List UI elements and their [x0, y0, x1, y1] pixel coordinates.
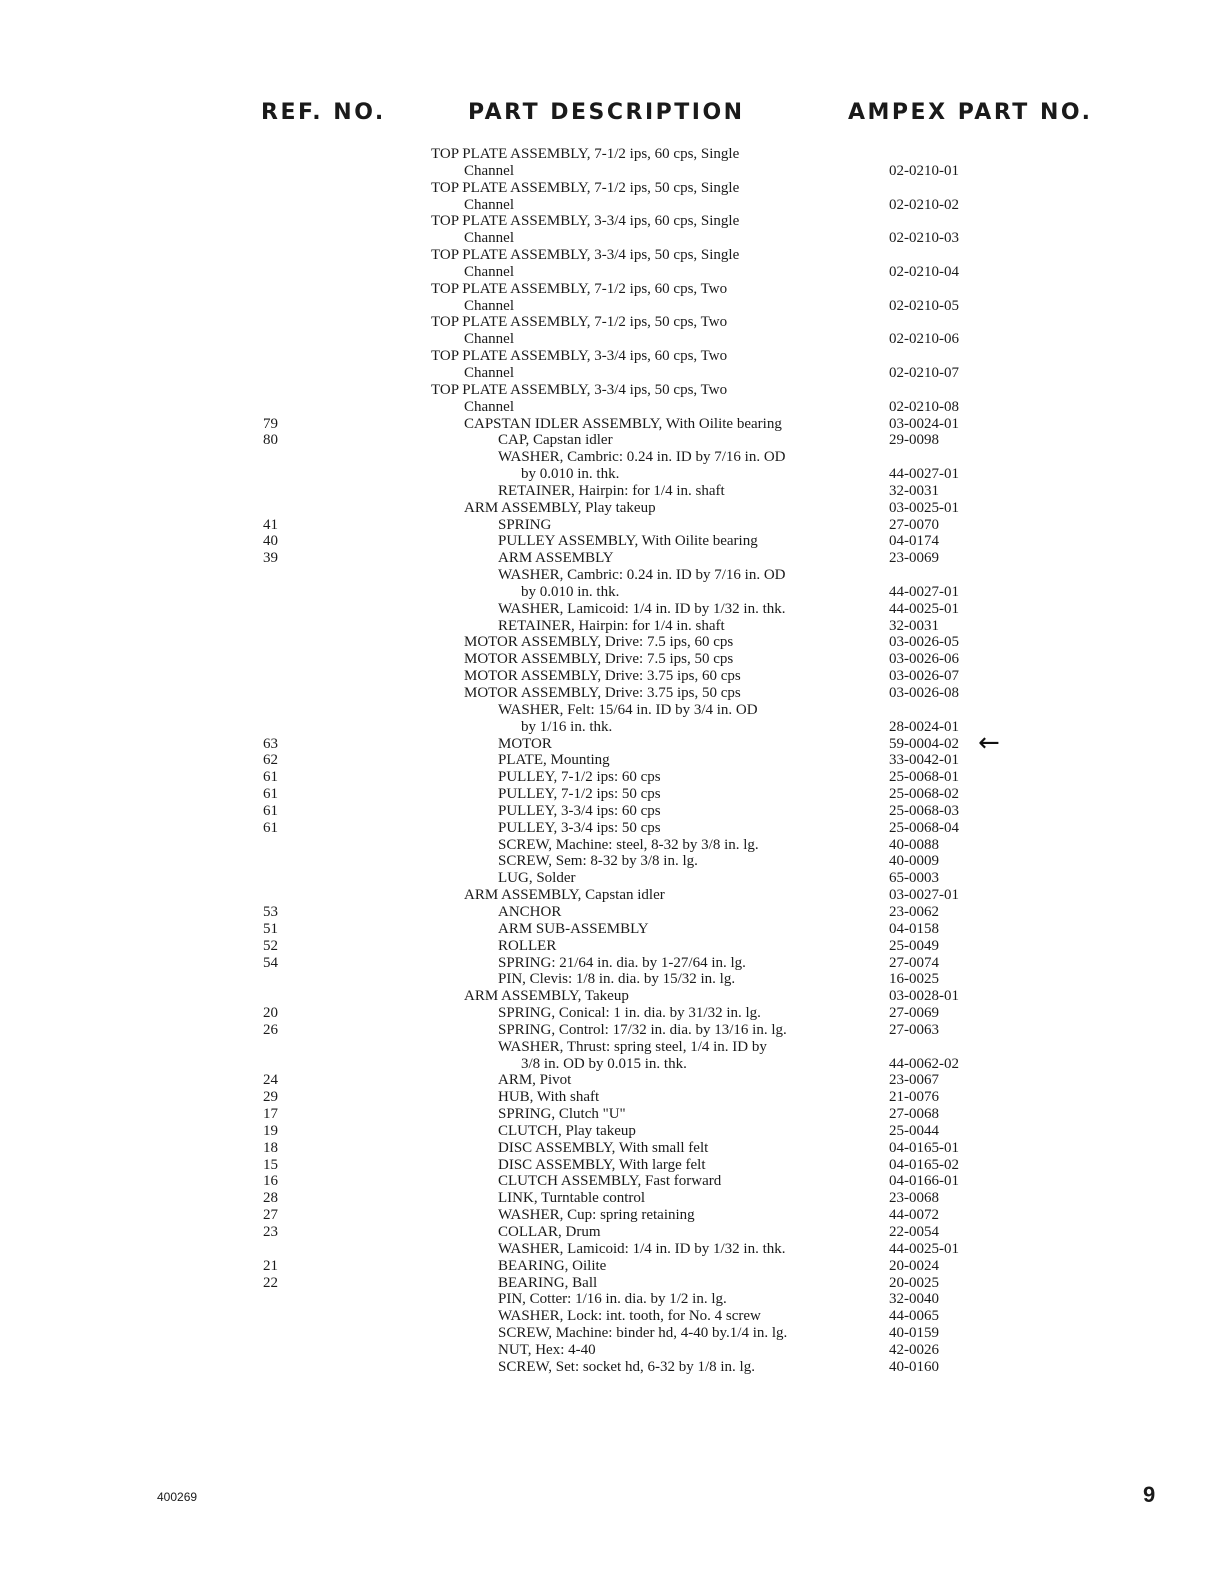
ref-number: 62 — [263, 752, 278, 769]
table-row — [0, 1207, 1224, 1224]
part-description: LUG, Solder — [498, 870, 576, 887]
part-number: 02-0210-02 — [889, 196, 959, 213]
part-description: DISC ASSEMBLY, With small felt — [498, 1139, 709, 1156]
part-number: 25-0044 — [889, 1122, 939, 1139]
table-row — [0, 517, 1224, 534]
part-description: RETAINER, Hairpin: for 1/4 in. shaft — [498, 482, 725, 499]
ref-number: 29 — [263, 1089, 278, 1106]
part-number: 65-0003 — [889, 870, 939, 887]
part-description: PULLEY ASSEMBLY, With Oilite bearing — [498, 533, 758, 550]
table-row — [0, 567, 1224, 584]
page-number: 9 — [1143, 1482, 1156, 1507]
ref-number: 41 — [263, 516, 278, 533]
table-row — [0, 1359, 1224, 1376]
part-number: 25-0068-01 — [889, 769, 959, 786]
table-row — [0, 1342, 1224, 1359]
table-row — [0, 837, 1224, 854]
ref-no-header: REF. NO. — [261, 100, 386, 125]
ref-number: 63 — [263, 735, 278, 752]
part-number: 32-0031 — [889, 482, 939, 499]
table-row — [0, 382, 1224, 399]
table-row — [0, 197, 1224, 214]
part-number: 28-0024-01 — [889, 718, 959, 735]
table-row — [0, 702, 1224, 719]
table-row — [0, 213, 1224, 230]
part-description: HUB, With shaft — [498, 1089, 600, 1106]
table-row — [0, 163, 1224, 180]
table-row — [0, 1258, 1224, 1275]
ref-number: 19 — [263, 1122, 278, 1139]
part-number: 02-0210-05 — [889, 297, 959, 314]
table-row — [0, 1106, 1224, 1123]
part-number: 27-0074 — [889, 954, 939, 971]
part-number: 44-0027-01 — [889, 466, 959, 483]
part-description: by 0.010 in. thk. — [521, 583, 620, 600]
table-row — [0, 1190, 1224, 1207]
part-description: TOP PLATE ASSEMBLY, 7-1/2 ips, 50 cps, Single — [431, 179, 740, 196]
table-row — [0, 500, 1224, 517]
table-row — [0, 230, 1224, 247]
part-number: 03-0028-01 — [889, 988, 959, 1005]
part-number: 25-0068-02 — [889, 786, 959, 803]
ref-number: 22 — [263, 1274, 278, 1291]
part-description: TOP PLATE ASSEMBLY, 3-3/4 ips, 50 cps, Single — [431, 247, 740, 264]
part-description: WASHER, Lock: int. tooth, for No. 4 screw — [498, 1308, 761, 1325]
part-number: 02-0210-07 — [889, 364, 959, 381]
part-number: 03-0026-08 — [889, 685, 959, 701]
part-description: BEARING, Ball — [498, 1274, 598, 1291]
table-row — [0, 432, 1224, 449]
table-row — [0, 1325, 1224, 1342]
ampex-part-no-header: AMPEX PART NO. — [848, 100, 1093, 125]
table-row — [0, 634, 1224, 651]
part-description: PULLEY, 3-3/4 ips: 60 cps — [498, 802, 661, 819]
table-row — [0, 180, 1224, 197]
part-description: WASHER, Cambric: 0.24 in. ID by 7/16 in. OD — [498, 449, 786, 466]
table-row — [0, 668, 1224, 685]
part-description: DISC ASSEMBLY, With large felt — [498, 1156, 706, 1173]
ref-number: 61 — [263, 819, 278, 836]
part-number: 25-0049 — [889, 937, 939, 954]
part-description: by 0.010 in. thk. — [521, 466, 620, 483]
part-description: WASHER, Lamicoid: 1/4 in. ID by 1/32 in. thk. — [498, 600, 786, 617]
part-description: SPRING: 21/64 in. dia. by 1-27/64 in. lg. — [498, 954, 746, 971]
part-description: PULLEY, 3-3/4 ips: 50 cps — [498, 819, 661, 836]
part-description: Channel — [464, 398, 514, 415]
part-number: 32-0031 — [889, 617, 939, 634]
part-description: SCREW, Machine: binder hd, 4-40 by.1/4 in. lg. — [498, 1325, 788, 1342]
part-number: 04-0158 — [889, 920, 939, 937]
part-description: SPRING — [498, 516, 552, 533]
table-row — [0, 247, 1224, 264]
ref-number: 18 — [263, 1139, 278, 1156]
part-description: ANCHOR — [498, 903, 562, 920]
part-number: 25-0068-03 — [889, 802, 959, 819]
ref-number: 28 — [263, 1190, 278, 1207]
table-row — [0, 971, 1224, 988]
ref-number: 15 — [263, 1156, 278, 1173]
part-number: 33-0042-01 — [889, 752, 959, 769]
part-number: 23-0069 — [889, 550, 939, 567]
table-row — [0, 769, 1224, 786]
table-row — [0, 1005, 1224, 1022]
part-number: 02-0210-04 — [889, 263, 959, 280]
ref-number: 23 — [263, 1224, 278, 1240]
part-description: SCREW, Machine: steel, 8-32 by 3/8 in. lg. — [498, 836, 759, 853]
table-row — [0, 264, 1224, 281]
table-row — [0, 1140, 1224, 1157]
part-description: ROLLER — [498, 937, 557, 954]
table-row — [0, 601, 1224, 618]
part-description: CAP, Capstan idler — [498, 432, 613, 449]
part-number: 40-0159 — [889, 1325, 939, 1342]
part-number: 03-0025-01 — [889, 499, 959, 516]
part-description: Channel — [464, 230, 514, 247]
part-number: 02-0210-01 — [889, 162, 959, 179]
ref-number: 61 — [263, 769, 278, 786]
part-description: by 1/16 in. thk. — [521, 718, 613, 735]
part-description: WASHER, Cambric: 0.24 in. ID by 7/16 in. OD — [498, 567, 786, 584]
ref-number: 52 — [263, 937, 278, 954]
part-description: TOP PLATE ASSEMBLY, 7-1/2 ips, 50 cps, Two — [431, 314, 728, 331]
table-row — [0, 786, 1224, 803]
part-description: PIN, Cotter: 1/16 in. dia. by 1/2 in. lg. — [498, 1291, 727, 1308]
part-number: 20-0025 — [889, 1274, 939, 1291]
table-row — [0, 1123, 1224, 1140]
table-row — [0, 1275, 1224, 1292]
part-description-header: PART DESCRIPTION — [468, 100, 745, 125]
ref-number: 21 — [263, 1257, 278, 1274]
part-number: 42-0026 — [889, 1341, 939, 1358]
table-row — [0, 1089, 1224, 1106]
table-row — [0, 988, 1224, 1005]
part-number: 02-0210-06 — [889, 331, 959, 348]
part-description: PIN, Clevis: 1/8 in. dia. by 15/32 in. lg. — [498, 971, 736, 988]
table-row — [0, 1056, 1224, 1073]
table-row — [0, 1291, 1224, 1308]
ref-number: 80 — [263, 432, 278, 449]
part-description: COLLAR, Drum — [498, 1224, 601, 1240]
part-number: 02-0210-08 — [889, 398, 959, 415]
table-row — [0, 1039, 1224, 1056]
table-row — [0, 365, 1224, 382]
part-description: CAPSTAN IDLER ASSEMBLY, With Oilite bearing — [464, 415, 782, 432]
part-description: RETAINER, Hairpin: for 1/4 in. shaft — [498, 617, 725, 634]
part-description: MOTOR ASSEMBLY, Drive: 7.5 ips, 50 cps — [464, 651, 734, 668]
table-row — [0, 887, 1224, 904]
part-description: SPRING, Clutch "U" — [498, 1106, 626, 1123]
part-number: 59-0004-02 — [889, 735, 959, 752]
part-description: LINK, Turntable control — [498, 1190, 646, 1207]
part-description: Channel — [464, 364, 514, 381]
table-row — [0, 483, 1224, 500]
part-number: 44-0025-01 — [889, 1240, 959, 1257]
ref-number: 61 — [263, 802, 278, 819]
part-description: WASHER, Felt: 15/64 in. ID by 3/4 in. OD — [498, 701, 758, 718]
table-row — [0, 298, 1224, 315]
document-id: 400269 — [157, 1490, 198, 1504]
part-number: 04-0166-01 — [889, 1173, 959, 1190]
table-row — [0, 1157, 1224, 1174]
part-description: TOP PLATE ASSEMBLY, 3-3/4 ips, 50 cps, Two — [431, 381, 728, 398]
part-description: BEARING, Oilite — [498, 1257, 607, 1274]
table-row — [0, 1022, 1224, 1039]
part-description: ARM ASSEMBLY, Play takeup — [464, 499, 656, 516]
part-description: TOP PLATE ASSEMBLY, 7-1/2 ips, 60 cps, Two — [431, 280, 728, 297]
table-row — [0, 651, 1224, 668]
part-number: 21-0076 — [889, 1089, 939, 1106]
part-number: 02-0210-03 — [889, 230, 959, 247]
part-description: MOTOR — [498, 735, 552, 752]
part-number: 23-0062 — [889, 903, 939, 920]
table-row — [0, 938, 1224, 955]
table-row — [0, 1224, 1224, 1241]
part-description: CLUTCH, Play takeup — [498, 1122, 636, 1139]
part-number: 23-0068 — [889, 1190, 939, 1207]
ref-number: 53 — [263, 903, 278, 920]
ref-number: 40 — [263, 533, 278, 550]
part-number: 44-0072 — [889, 1207, 939, 1224]
part-description: TOP PLATE ASSEMBLY, 7-1/2 ips, 60 cps, Single — [431, 146, 740, 162]
part-description: WASHER, Cup: spring retaining — [498, 1207, 695, 1224]
part-number: 03-0026-05 — [889, 634, 959, 651]
part-description: PLATE, Mounting — [498, 752, 610, 769]
table-row — [0, 719, 1224, 736]
ref-number: 24 — [263, 1072, 278, 1089]
table-row — [0, 853, 1224, 870]
part-description: MOTOR ASSEMBLY, Drive: 3.75 ips, 60 cps — [464, 668, 741, 685]
part-number: 40-0160 — [889, 1358, 939, 1375]
part-description: ARM ASSEMBLY — [498, 550, 614, 567]
table-row — [0, 550, 1224, 567]
table-row — [0, 146, 1224, 163]
table-row — [0, 533, 1224, 550]
table-row — [0, 416, 1224, 433]
table-row — [0, 1241, 1224, 1258]
table-row — [0, 618, 1224, 635]
table-row — [0, 331, 1224, 348]
table-row — [0, 955, 1224, 972]
parts-list — [0, 146, 1224, 1376]
part-description: ARM ASSEMBLY, Takeup — [464, 988, 629, 1005]
part-description: PULLEY, 7-1/2 ips: 60 cps — [498, 769, 661, 786]
table-row — [0, 399, 1224, 416]
part-description: NUT, Hex: 4-40 — [498, 1341, 596, 1358]
ref-number: 16 — [263, 1173, 278, 1190]
part-description: ARM ASSEMBLY, Capstan idler — [464, 887, 665, 904]
table-row — [0, 803, 1224, 820]
part-number: 23-0067 — [889, 1072, 939, 1089]
table-row — [0, 449, 1224, 466]
table-row — [0, 904, 1224, 921]
table-row — [0, 348, 1224, 365]
table-row — [0, 921, 1224, 938]
part-number: 27-0070 — [889, 516, 939, 533]
part-number: 44-0025-01 — [889, 600, 959, 617]
ref-number: 20 — [263, 1005, 278, 1022]
part-description: WASHER, Thrust: spring steel, 1/4 in. ID by — [498, 1038, 767, 1055]
part-number: 32-0040 — [889, 1291, 939, 1308]
ref-number: 61 — [263, 786, 278, 803]
table-row — [0, 466, 1224, 483]
part-description: Channel — [464, 331, 514, 348]
table-row — [0, 314, 1224, 331]
part-number: 22-0054 — [889, 1224, 939, 1240]
part-number: 44-0062-02 — [889, 1055, 959, 1072]
part-number: 44-0027-01 — [889, 583, 959, 600]
part-number: 29-0098 — [889, 432, 939, 449]
table-row — [0, 685, 1224, 702]
ref-number: 27 — [263, 1207, 278, 1224]
part-description: PULLEY, 7-1/2 ips: 50 cps — [498, 786, 661, 803]
part-description: CLUTCH ASSEMBLY, Fast forward — [498, 1173, 722, 1190]
part-number: 40-0088 — [889, 836, 939, 853]
table-row — [0, 820, 1224, 837]
part-number: 27-0069 — [889, 1005, 939, 1022]
part-description: SCREW, Set: socket hd, 6-32 by 1/8 in. lg. — [498, 1358, 755, 1375]
part-number: 04-0174 — [889, 533, 939, 550]
part-number: 40-0009 — [889, 853, 939, 870]
part-description: MOTOR ASSEMBLY, Drive: 3.75 ips, 50 cps — [464, 685, 741, 701]
table-row — [0, 1072, 1224, 1089]
ref-number: 79 — [263, 415, 278, 432]
part-number: 04-0165-01 — [889, 1139, 959, 1156]
ref-number: 26 — [263, 1021, 278, 1038]
ref-number: 54 — [263, 954, 278, 971]
part-description: TOP PLATE ASSEMBLY, 3-3/4 ips, 60 cps, Two — [431, 348, 728, 365]
part-description: SCREW, Sem: 8-32 by 3/8 in. lg. — [498, 853, 698, 870]
part-number: 03-0026-07 — [889, 668, 959, 685]
part-description: Channel — [464, 297, 514, 314]
part-number: 27-0063 — [889, 1021, 939, 1038]
part-description: Channel — [464, 162, 514, 179]
part-number: 25-0068-04 — [889, 819, 959, 836]
part-number: 03-0026-06 — [889, 651, 959, 668]
part-number: 04-0165-02 — [889, 1156, 959, 1173]
part-number: 20-0024 — [889, 1257, 939, 1274]
arrow-left-icon: ← — [978, 727, 1000, 758]
table-row — [0, 727, 1224, 758]
part-description: ARM SUB-ASSEMBLY — [498, 920, 649, 937]
table-row — [0, 281, 1224, 298]
part-description: MOTOR ASSEMBLY, Drive: 7.5 ips, 60 cps — [464, 634, 734, 651]
ref-number: 39 — [263, 550, 278, 567]
part-number: 27-0068 — [889, 1106, 939, 1123]
part-number: 44-0065 — [889, 1308, 939, 1325]
part-description: SPRING, Conical: 1 in. dia. by 31/32 in. lg. — [498, 1005, 761, 1022]
part-description: Channel — [464, 263, 514, 280]
part-number: 03-0024-01 — [889, 415, 959, 432]
ref-number: 17 — [263, 1106, 278, 1123]
table-row — [0, 870, 1224, 887]
table-row — [0, 1308, 1224, 1325]
table-row — [0, 1173, 1224, 1190]
part-description: ARM, Pivot — [498, 1072, 572, 1089]
part-description: WASHER, Lamicoid: 1/4 in. ID by 1/32 in. thk. — [498, 1240, 786, 1257]
part-description: 3/8 in. OD by 0.015 in. thk. — [521, 1055, 687, 1072]
part-description: TOP PLATE ASSEMBLY, 3-3/4 ips, 60 cps, Single — [431, 213, 740, 230]
part-description: Channel — [464, 196, 514, 213]
part-number: 16-0025 — [889, 971, 939, 988]
table-row — [0, 752, 1224, 769]
table-row — [0, 584, 1224, 601]
ref-number: 51 — [263, 920, 278, 937]
part-description: SPRING, Control: 17/32 in. dia. by 13/16 in. lg. — [498, 1021, 787, 1038]
part-number: 03-0027-01 — [889, 887, 959, 904]
